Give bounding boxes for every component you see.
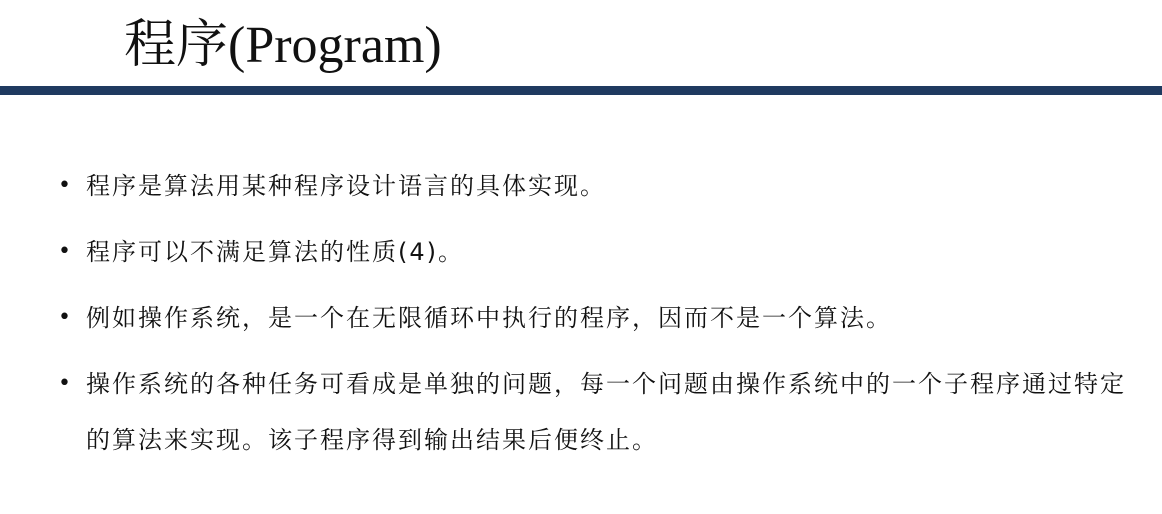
- bullet-marker: •: [58, 371, 71, 396]
- bullet-item: [58, 158, 1138, 214]
- bullet-item: [58, 356, 1138, 468]
- bullet-text: 程序可以不满足算法的性质(4)。: [86, 238, 464, 266]
- bullet-list: [58, 158, 1138, 478]
- slide-title: 程序(Program): [124, 17, 442, 74]
- bullet-marker: •: [58, 173, 71, 198]
- bullet-text: 操作系统的各种任务可看成是单独的问题，每一个问题由操作系统中的一个子程序通过特定的算法来实现。该子程序得到输出结果后便终止。: [86, 370, 1126, 454]
- bullet-marker: •: [58, 305, 71, 330]
- bullet-item: [58, 224, 1138, 280]
- bullet-marker: •: [58, 239, 71, 264]
- bullet-text: 程序是算法用某种程序设计语言的具体实现。: [86, 172, 606, 200]
- bullet-text: 例如操作系统，是一个在无限循环中执行的程序，因而不是一个算法。: [86, 304, 892, 332]
- bullet-item: [58, 290, 1138, 346]
- title-divider: [0, 86, 1162, 95]
